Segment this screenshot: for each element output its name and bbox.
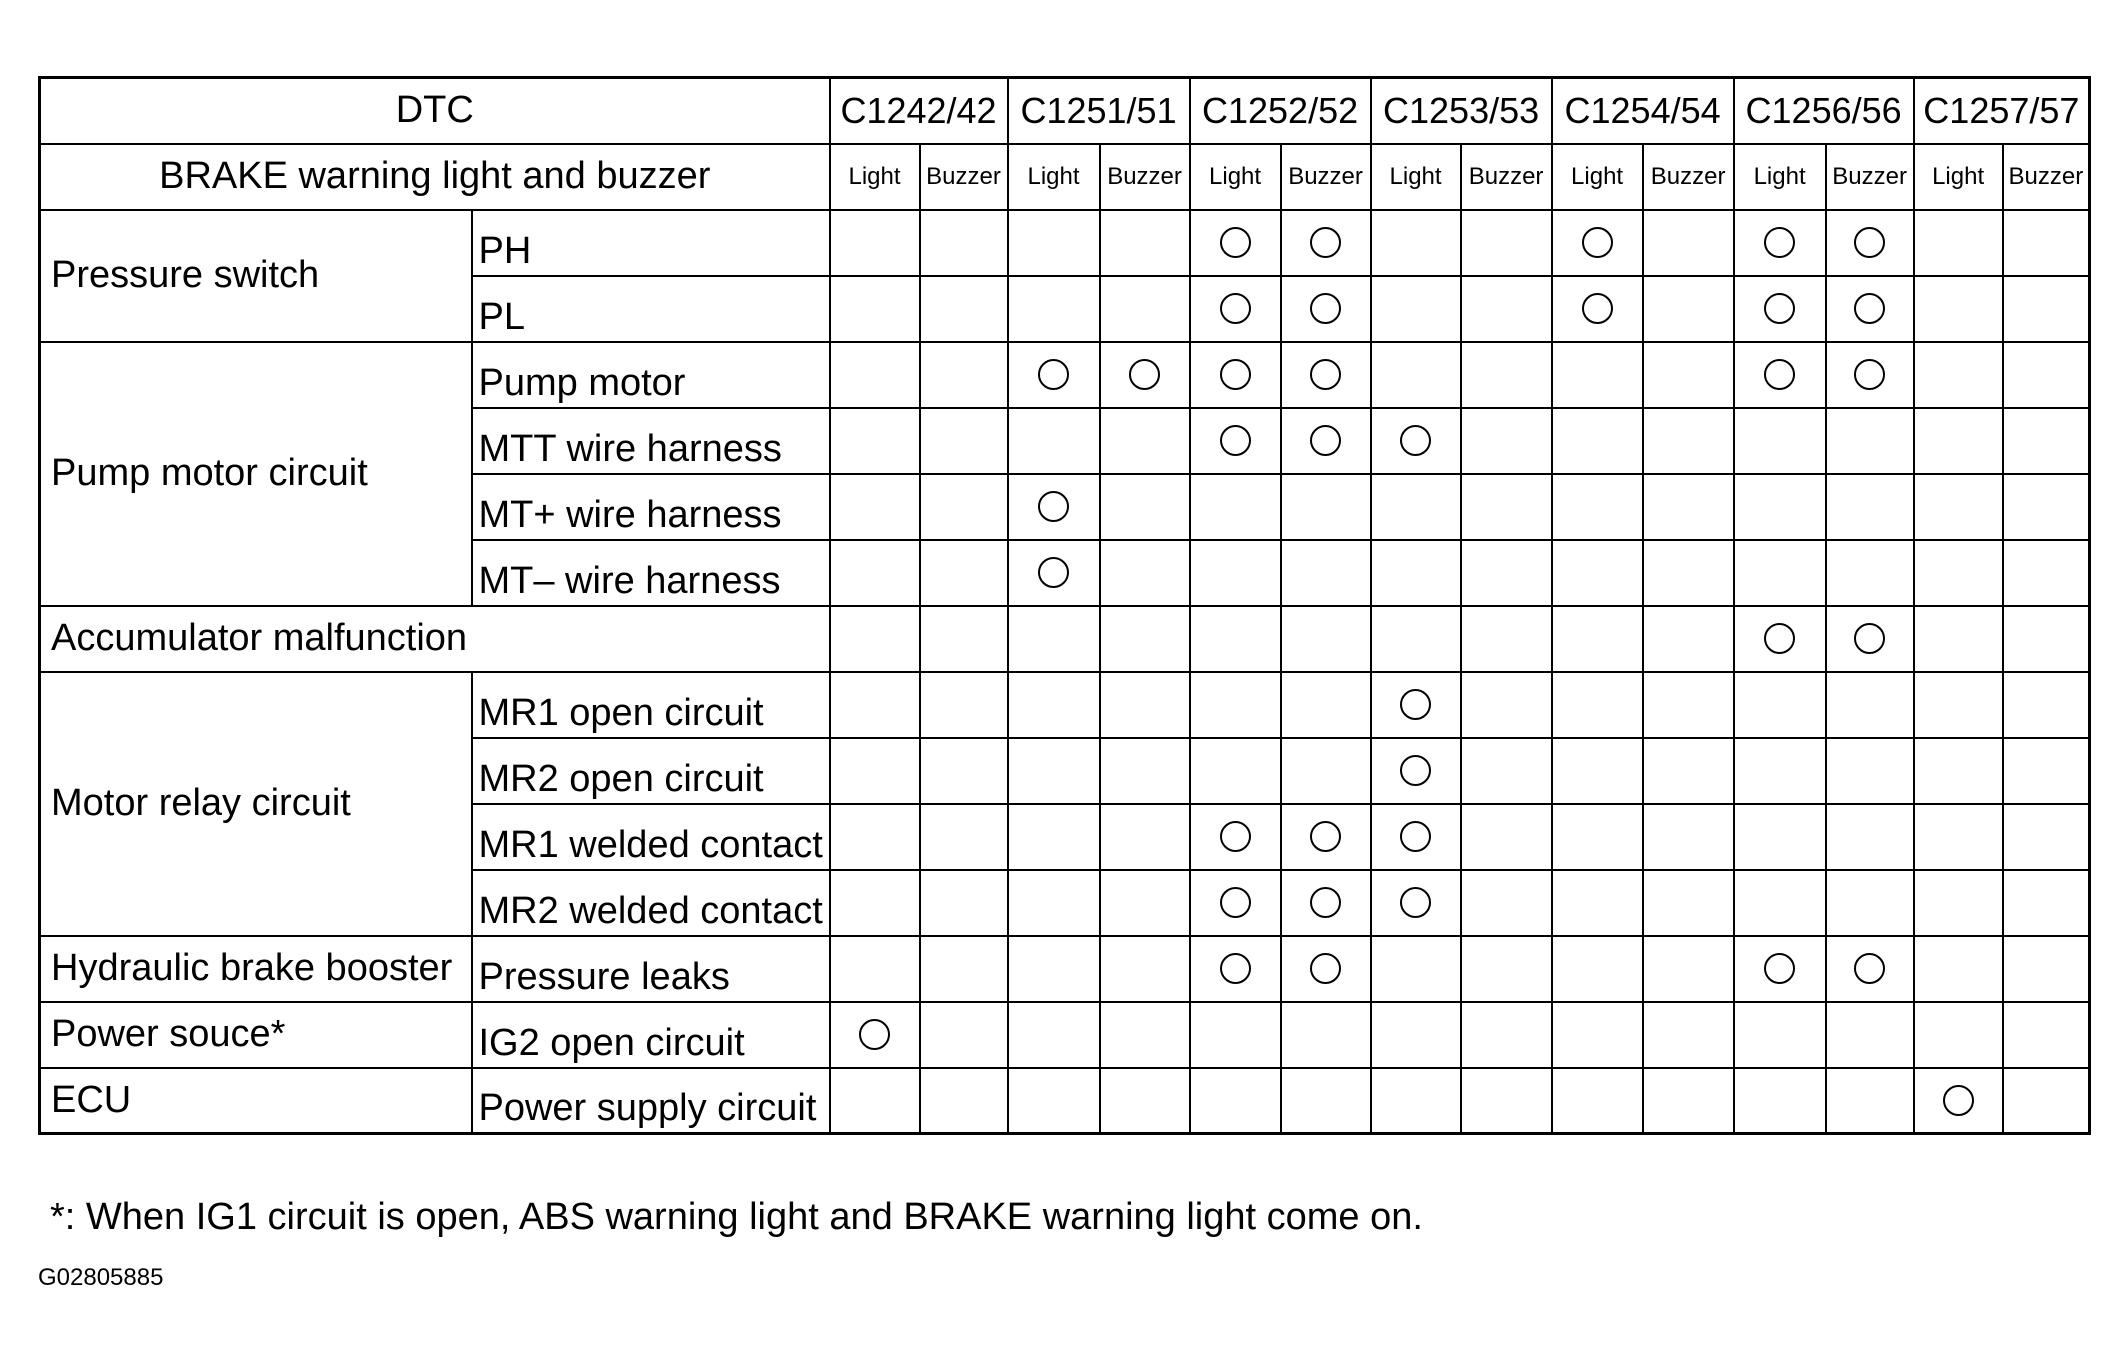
item-label: Power supply circuit bbox=[472, 1068, 830, 1134]
light-cell bbox=[1734, 342, 1826, 408]
table-row bbox=[40, 672, 2090, 738]
buzzer-cell bbox=[1643, 210, 1734, 276]
light-cell bbox=[1914, 804, 2003, 870]
light-cell bbox=[1371, 276, 1461, 342]
buzzer-cell bbox=[1100, 1068, 1190, 1134]
buzzer-cell bbox=[1826, 276, 1914, 342]
buzzer-cell bbox=[1461, 210, 1552, 276]
buzzer-cell bbox=[2003, 540, 2090, 606]
light-cell bbox=[1552, 408, 1643, 474]
group-label: Accumulator malfunction bbox=[40, 606, 830, 672]
buzzer-cell bbox=[1281, 474, 1371, 540]
group-label: Pump motor circuit bbox=[40, 342, 472, 606]
light-cell bbox=[830, 804, 920, 870]
dtc-code-header: C1253/53 bbox=[1371, 78, 1552, 144]
buzzer-cell bbox=[1100, 408, 1190, 474]
item-label: PL bbox=[472, 276, 830, 342]
group-label: Power souce* bbox=[40, 1002, 472, 1068]
light-subheader: Light bbox=[1734, 144, 1826, 210]
buzzer-cell bbox=[1643, 1002, 1734, 1068]
dtc-code-header: C1242/42 bbox=[830, 78, 1008, 144]
light-cell bbox=[1008, 738, 1100, 804]
buzzer-cell bbox=[1100, 1002, 1190, 1068]
buzzer-cell bbox=[2003, 1002, 2090, 1068]
light-cell bbox=[1734, 474, 1826, 540]
buzzer-cell bbox=[1461, 606, 1552, 672]
light-cell bbox=[1552, 870, 1643, 936]
light-subheader: Light bbox=[1008, 144, 1100, 210]
buzzer-subheader: Buzzer bbox=[1826, 144, 1914, 210]
buzzer-subheader: Buzzer bbox=[1281, 144, 1371, 210]
circle-mark-icon bbox=[1038, 491, 1069, 522]
light-cell bbox=[830, 474, 920, 540]
dtc-code-header: C1257/57 bbox=[1914, 78, 2090, 144]
circle-mark-icon bbox=[1310, 293, 1341, 324]
circle-mark-icon bbox=[1854, 227, 1885, 258]
circle-mark-icon bbox=[1764, 359, 1795, 390]
light-cell bbox=[1008, 606, 1100, 672]
circle-mark-icon bbox=[1310, 887, 1341, 918]
light-cell bbox=[1734, 936, 1826, 1002]
buzzer-cell bbox=[920, 342, 1008, 408]
light-cell bbox=[1371, 1002, 1461, 1068]
item-label: Pressure leaks bbox=[472, 936, 830, 1002]
buzzer-cell bbox=[2003, 738, 2090, 804]
buzzer-cell bbox=[1643, 408, 1734, 474]
circle-mark-icon bbox=[1943, 1085, 1974, 1116]
circle-mark-icon bbox=[1400, 887, 1431, 918]
light-subheader: Light bbox=[1552, 144, 1643, 210]
light-cell bbox=[1371, 804, 1461, 870]
light-cell bbox=[1190, 276, 1281, 342]
item-label: Pump motor bbox=[472, 342, 830, 408]
light-cell bbox=[1552, 738, 1643, 804]
light-cell bbox=[1734, 1068, 1826, 1134]
light-cell bbox=[1914, 342, 2003, 408]
circle-mark-icon bbox=[1310, 359, 1341, 390]
buzzer-cell bbox=[1281, 342, 1371, 408]
light-cell bbox=[1190, 1002, 1281, 1068]
buzzer-cell bbox=[1461, 672, 1552, 738]
light-cell bbox=[1552, 672, 1643, 738]
circle-mark-icon bbox=[1310, 227, 1341, 258]
light-cell bbox=[1371, 540, 1461, 606]
light-cell bbox=[1190, 672, 1281, 738]
light-cell bbox=[1914, 738, 2003, 804]
buzzer-cell bbox=[2003, 342, 2090, 408]
circle-mark-icon bbox=[1310, 953, 1341, 984]
table-row bbox=[40, 342, 2090, 408]
circle-mark-icon bbox=[1220, 953, 1251, 984]
buzzer-cell bbox=[1826, 1002, 1914, 1068]
table-row bbox=[40, 936, 2090, 1002]
light-cell bbox=[1914, 408, 2003, 474]
light-cell bbox=[830, 1002, 920, 1068]
buzzer-cell bbox=[2003, 1068, 2090, 1134]
buzzer-cell bbox=[920, 276, 1008, 342]
buzzer-cell bbox=[920, 672, 1008, 738]
buzzer-cell bbox=[920, 474, 1008, 540]
buzzer-cell bbox=[1281, 870, 1371, 936]
circle-mark-icon bbox=[1400, 821, 1431, 852]
buzzer-cell bbox=[1461, 474, 1552, 540]
buzzer-cell bbox=[1461, 870, 1552, 936]
light-cell bbox=[1371, 474, 1461, 540]
light-cell bbox=[1008, 870, 1100, 936]
light-cell bbox=[1371, 672, 1461, 738]
circle-mark-icon bbox=[1220, 293, 1251, 324]
light-cell bbox=[1914, 474, 2003, 540]
light-cell bbox=[830, 342, 920, 408]
buzzer-subheader: Buzzer bbox=[920, 144, 1008, 210]
light-cell bbox=[1552, 606, 1643, 672]
light-cell bbox=[1190, 606, 1281, 672]
buzzer-cell bbox=[1461, 276, 1552, 342]
buzzer-cell bbox=[1281, 804, 1371, 870]
light-cell bbox=[830, 870, 920, 936]
buzzer-subheader: Buzzer bbox=[1100, 144, 1190, 210]
buzzer-cell bbox=[2003, 210, 2090, 276]
circle-mark-icon bbox=[1220, 425, 1251, 456]
light-cell bbox=[1371, 936, 1461, 1002]
buzzer-cell bbox=[1461, 936, 1552, 1002]
buzzer-cell bbox=[1826, 804, 1914, 870]
light-cell bbox=[1914, 540, 2003, 606]
light-cell bbox=[1552, 474, 1643, 540]
buzzer-cell bbox=[2003, 276, 2090, 342]
circle-mark-icon bbox=[1310, 821, 1341, 852]
buzzer-cell bbox=[920, 870, 1008, 936]
group-label: ECU bbox=[40, 1068, 472, 1134]
light-cell bbox=[1371, 342, 1461, 408]
buzzer-cell bbox=[1100, 606, 1190, 672]
table-row bbox=[40, 1068, 2090, 1134]
buzzer-cell bbox=[1826, 870, 1914, 936]
buzzer-cell bbox=[920, 606, 1008, 672]
item-label: MR2 welded contact bbox=[472, 870, 830, 936]
buzzer-cell bbox=[1281, 1002, 1371, 1068]
circle-mark-icon bbox=[1310, 425, 1341, 456]
buzzer-cell bbox=[1100, 870, 1190, 936]
buzzer-cell bbox=[1643, 672, 1734, 738]
buzzer-cell bbox=[1461, 342, 1552, 408]
buzzer-cell bbox=[1100, 474, 1190, 540]
buzzer-cell bbox=[1281, 936, 1371, 1002]
circle-mark-icon bbox=[1764, 227, 1795, 258]
light-cell bbox=[1734, 606, 1826, 672]
circle-mark-icon bbox=[1220, 227, 1251, 258]
table-row bbox=[40, 606, 2090, 672]
buzzer-cell bbox=[1461, 1002, 1552, 1068]
light-cell bbox=[1008, 342, 1100, 408]
circle-mark-icon bbox=[1220, 359, 1251, 390]
circle-mark-icon bbox=[859, 1019, 890, 1050]
buzzer-cell bbox=[1826, 1068, 1914, 1134]
item-label: MR1 open circuit bbox=[472, 672, 830, 738]
buzzer-cell bbox=[1281, 540, 1371, 606]
buzzer-cell bbox=[1281, 1068, 1371, 1134]
buzzer-cell bbox=[2003, 936, 2090, 1002]
light-cell bbox=[1552, 342, 1643, 408]
buzzer-cell bbox=[1461, 408, 1552, 474]
light-cell bbox=[1008, 804, 1100, 870]
circle-mark-icon bbox=[1129, 359, 1160, 390]
buzzer-cell bbox=[920, 738, 1008, 804]
buzzer-cell bbox=[920, 1002, 1008, 1068]
light-cell bbox=[1190, 804, 1281, 870]
header-row-indicator bbox=[40, 144, 2090, 210]
light-cell bbox=[1371, 870, 1461, 936]
light-cell bbox=[1008, 936, 1100, 1002]
light-cell bbox=[1552, 210, 1643, 276]
light-cell bbox=[1371, 738, 1461, 804]
buzzer-cell bbox=[2003, 672, 2090, 738]
item-label: MT+ wire harness bbox=[472, 474, 830, 540]
light-cell bbox=[1190, 408, 1281, 474]
buzzer-cell bbox=[920, 936, 1008, 1002]
buzzer-cell bbox=[1100, 804, 1190, 870]
light-cell bbox=[1371, 1068, 1461, 1134]
buzzer-cell bbox=[1281, 408, 1371, 474]
figure-id: G02805885 bbox=[38, 1264, 164, 1291]
buzzer-cell bbox=[1281, 672, 1371, 738]
buzzer-cell bbox=[1281, 276, 1371, 342]
buzzer-cell bbox=[1643, 474, 1734, 540]
buzzer-subheader: Buzzer bbox=[2003, 144, 2090, 210]
light-cell bbox=[830, 276, 920, 342]
light-cell bbox=[1734, 870, 1826, 936]
buzzer-cell bbox=[1826, 738, 1914, 804]
light-cell bbox=[1914, 1002, 2003, 1068]
circle-mark-icon bbox=[1400, 425, 1431, 456]
item-label: IG2 open circuit bbox=[472, 1002, 830, 1068]
light-cell bbox=[830, 606, 920, 672]
dtc-code-header: C1251/51 bbox=[1008, 78, 1190, 144]
light-cell bbox=[830, 408, 920, 474]
light-cell bbox=[830, 672, 920, 738]
group-label: Pressure switch bbox=[40, 210, 472, 342]
dtc-code-header: C1252/52 bbox=[1190, 78, 1371, 144]
buzzer-cell bbox=[920, 1068, 1008, 1134]
light-cell bbox=[1552, 1002, 1643, 1068]
light-cell bbox=[1008, 276, 1100, 342]
buzzer-cell bbox=[1826, 210, 1914, 276]
circle-mark-icon bbox=[1854, 293, 1885, 324]
buzzer-subheader: Buzzer bbox=[1643, 144, 1734, 210]
buzzer-cell bbox=[1643, 738, 1734, 804]
light-cell bbox=[830, 540, 920, 606]
light-cell bbox=[1008, 672, 1100, 738]
buzzer-cell bbox=[1461, 1068, 1552, 1134]
light-cell bbox=[1190, 342, 1281, 408]
buzzer-cell bbox=[920, 540, 1008, 606]
light-cell bbox=[1914, 870, 2003, 936]
buzzer-cell bbox=[1461, 738, 1552, 804]
light-cell bbox=[1552, 540, 1643, 606]
item-label: MR2 open circuit bbox=[472, 738, 830, 804]
buzzer-cell bbox=[920, 210, 1008, 276]
table-row bbox=[40, 1002, 2090, 1068]
light-cell bbox=[830, 936, 920, 1002]
buzzer-cell bbox=[1643, 870, 1734, 936]
buzzer-cell bbox=[1643, 342, 1734, 408]
group-label: Motor relay circuit bbox=[40, 672, 472, 936]
light-cell bbox=[1190, 474, 1281, 540]
circle-mark-icon bbox=[1038, 359, 1069, 390]
light-cell bbox=[1734, 276, 1826, 342]
buzzer-cell bbox=[1100, 276, 1190, 342]
buzzer-cell bbox=[1643, 936, 1734, 1002]
buzzer-cell bbox=[1826, 474, 1914, 540]
buzzer-cell bbox=[1281, 738, 1371, 804]
light-subheader: Light bbox=[830, 144, 920, 210]
buzzer-cell bbox=[2003, 804, 2090, 870]
footnote: *: When IG1 circuit is open, ABS warning light and BRAKE warning light come on. bbox=[50, 1196, 1423, 1238]
light-cell bbox=[1914, 276, 2003, 342]
light-cell bbox=[1371, 408, 1461, 474]
buzzer-cell bbox=[1826, 936, 1914, 1002]
circle-mark-icon bbox=[1400, 689, 1431, 720]
circle-mark-icon bbox=[1764, 293, 1795, 324]
indicator-header: BRAKE warning light and buzzer bbox=[40, 144, 830, 210]
light-cell bbox=[1008, 1002, 1100, 1068]
light-subheader: Light bbox=[1914, 144, 2003, 210]
light-subheader: Light bbox=[1190, 144, 1281, 210]
light-cell bbox=[1914, 672, 2003, 738]
buzzer-cell bbox=[1100, 210, 1190, 276]
circle-mark-icon bbox=[1220, 887, 1251, 918]
light-cell bbox=[830, 738, 920, 804]
buzzer-cell bbox=[1100, 672, 1190, 738]
buzzer-cell bbox=[1100, 738, 1190, 804]
buzzer-cell bbox=[1281, 210, 1371, 276]
item-label: MR1 welded contact bbox=[472, 804, 830, 870]
header-row-dtc bbox=[40, 78, 2090, 144]
circle-mark-icon bbox=[1038, 557, 1069, 588]
buzzer-cell bbox=[1643, 276, 1734, 342]
buzzer-cell bbox=[1461, 804, 1552, 870]
circle-mark-icon bbox=[1854, 623, 1885, 654]
dtc-header: DTC bbox=[40, 78, 830, 144]
buzzer-cell bbox=[1826, 408, 1914, 474]
light-cell bbox=[1008, 408, 1100, 474]
circle-mark-icon bbox=[1582, 227, 1613, 258]
light-cell bbox=[1008, 1068, 1100, 1134]
light-cell bbox=[830, 210, 920, 276]
buzzer-cell bbox=[1826, 540, 1914, 606]
light-cell bbox=[1734, 738, 1826, 804]
buzzer-cell bbox=[1643, 1068, 1734, 1134]
circle-mark-icon bbox=[1854, 953, 1885, 984]
light-cell bbox=[1190, 1068, 1281, 1134]
buzzer-cell bbox=[1643, 606, 1734, 672]
light-cell bbox=[1734, 804, 1826, 870]
circle-mark-icon bbox=[1854, 359, 1885, 390]
light-cell bbox=[1008, 210, 1100, 276]
light-cell bbox=[1914, 936, 2003, 1002]
light-cell bbox=[1734, 1002, 1826, 1068]
light-cell bbox=[1552, 804, 1643, 870]
buzzer-cell bbox=[1826, 606, 1914, 672]
circle-mark-icon bbox=[1220, 821, 1251, 852]
light-cell bbox=[1914, 1068, 2003, 1134]
light-cell bbox=[1914, 210, 2003, 276]
light-cell bbox=[1734, 672, 1826, 738]
buzzer-cell bbox=[1643, 540, 1734, 606]
circle-mark-icon bbox=[1764, 953, 1795, 984]
light-cell bbox=[1552, 1068, 1643, 1134]
buzzer-cell bbox=[1100, 540, 1190, 606]
light-cell bbox=[1008, 540, 1100, 606]
light-cell bbox=[1190, 738, 1281, 804]
light-cell bbox=[1190, 936, 1281, 1002]
buzzer-cell bbox=[1100, 342, 1190, 408]
table-row bbox=[40, 210, 2090, 276]
light-cell bbox=[1008, 474, 1100, 540]
light-cell bbox=[1734, 540, 1826, 606]
dtc-table bbox=[38, 76, 2091, 1135]
item-label: MT– wire harness bbox=[472, 540, 830, 606]
buzzer-cell bbox=[2003, 606, 2090, 672]
light-cell bbox=[830, 1068, 920, 1134]
light-cell bbox=[1371, 210, 1461, 276]
light-cell bbox=[1190, 540, 1281, 606]
buzzer-cell bbox=[1643, 804, 1734, 870]
buzzer-cell bbox=[1281, 606, 1371, 672]
buzzer-cell bbox=[1826, 672, 1914, 738]
buzzer-cell bbox=[920, 408, 1008, 474]
buzzer-cell bbox=[2003, 474, 2090, 540]
buzzer-cell bbox=[920, 804, 1008, 870]
light-subheader: Light bbox=[1371, 144, 1461, 210]
light-cell bbox=[1552, 936, 1643, 1002]
dtc-code-header: C1256/56 bbox=[1734, 78, 1914, 144]
light-cell bbox=[1734, 210, 1826, 276]
group-label: Hydraulic brake booster bbox=[40, 936, 472, 1002]
buzzer-cell bbox=[2003, 870, 2090, 936]
buzzer-cell bbox=[1461, 540, 1552, 606]
item-label: MTT wire harness bbox=[472, 408, 830, 474]
circle-mark-icon bbox=[1400, 755, 1431, 786]
item-label: PH bbox=[472, 210, 830, 276]
light-cell bbox=[1190, 210, 1281, 276]
buzzer-cell bbox=[1100, 936, 1190, 1002]
circle-mark-icon bbox=[1582, 293, 1613, 324]
circle-mark-icon bbox=[1764, 623, 1795, 654]
light-cell bbox=[1190, 870, 1281, 936]
buzzer-cell bbox=[1826, 342, 1914, 408]
dtc-code-header: C1254/54 bbox=[1552, 78, 1734, 144]
buzzer-subheader: Buzzer bbox=[1461, 144, 1552, 210]
light-cell bbox=[1552, 276, 1643, 342]
light-cell bbox=[1734, 408, 1826, 474]
light-cell bbox=[1371, 606, 1461, 672]
buzzer-cell bbox=[2003, 408, 2090, 474]
light-cell bbox=[1914, 606, 2003, 672]
